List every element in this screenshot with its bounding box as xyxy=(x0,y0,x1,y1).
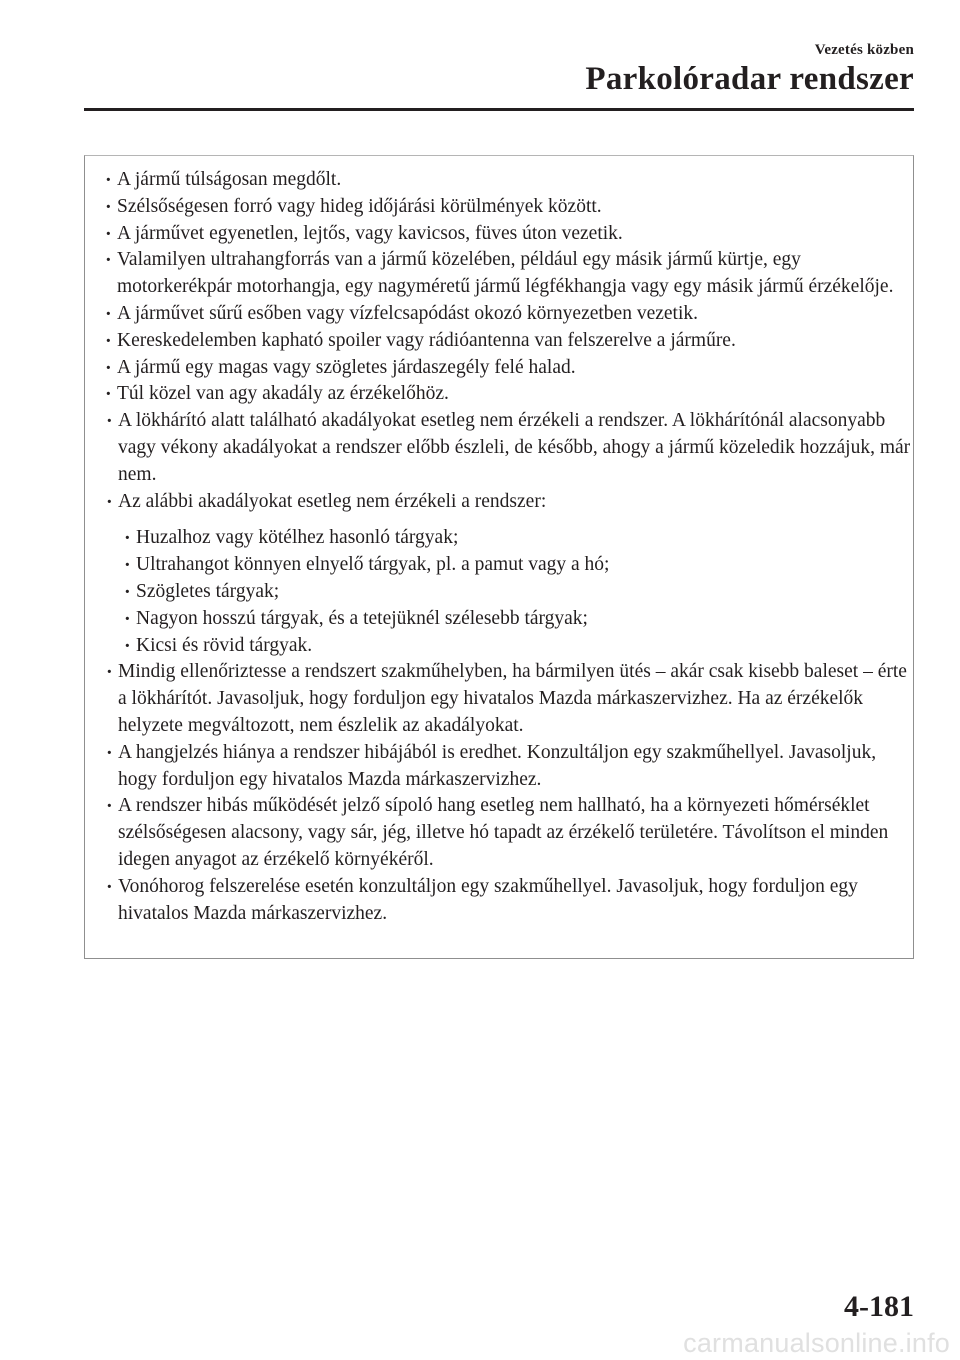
list-item xyxy=(85,874,913,928)
item-text: A lökhárító alatt található akadályokat esetleg nem érzékeli a rendszer. A lökhárítónál alacsonyabb vagy vékony akadályokat a rendszer előbb észleli, de később, ahogy a jármű közeledik hozzájuk, már nem. xyxy=(118,410,911,485)
item-text: A rendszer hibás működését jelző sípoló hang esetleg nem hallható, ha a környezeti hőmérséklet szélsőségesen alacsony, vagy sár, jég, illetve hó tapadt az érzékelő területére. Távolítson el minden idegen anyagot az érzékelő környékéről. xyxy=(118,795,889,870)
list-item: · A járművet sűrű esőben vagy vízfelcsapódást okozó környezetben vezetik. xyxy=(85,301,913,328)
page-title: Parkolóradar rendszer xyxy=(585,61,914,97)
item-text: Az alábbi akadályokat esetleg nem érzékeli a rendszer: xyxy=(118,490,547,512)
lead-list xyxy=(85,167,913,408)
sub-list xyxy=(118,525,913,659)
item-text: A hangjelzés hiánya a rendszer hibájából is eredhet. Konzultáljon egy szakműhellyel. Javasoljuk, hogy forduljon egy hivatalos Mazda márkaszervizhez. xyxy=(118,741,877,790)
sub-list-item: · Szögletes tárgyak; xyxy=(136,579,913,606)
list-item: · A jármű túlságosan megdőlt. xyxy=(85,167,913,194)
list-item xyxy=(85,489,913,660)
sub-list-item: · Ultrahangot könnyen elnyelő tárgyak, pl. a pamut vagy a hó; xyxy=(136,552,913,579)
list-item xyxy=(85,408,913,488)
list-item: · Kereskedelemben kapható spoiler vagy rádióantenna van felszerelve a járműre. xyxy=(85,328,913,355)
main-list xyxy=(85,408,913,927)
page-header xyxy=(585,42,914,98)
section-label: Vezetés közben xyxy=(814,42,914,58)
sub-list-item: · Nagyon hosszú tárgyak, és a tetejüknél szélesebb tárgyak; xyxy=(136,606,913,633)
list-item: · Valamilyen ultrahangforrás van a jármű közelében, például egy másik jármű kürtje, egy motorkerékpár motorhangja, egy nagyméretű jármű légfékhangja vagy egy másik jármű érzékelője. xyxy=(85,247,913,301)
list-item: · A járművet egyenetlen, lejtős, vagy kavicsos, füves úton vezetik. xyxy=(85,221,913,248)
list-item: · A jármű egy magas vagy szögletes járdaszegély felé halad. xyxy=(85,355,913,382)
list-item xyxy=(85,793,913,873)
item-text: Vonóhorog felszerelése esetén konzultáljon egy szakműhellyel. Javasoljuk, hogy forduljon egy hivatalos Mazda márkaszervizhez. xyxy=(118,875,858,924)
sub-list-item: · Kicsi és rövid tárgyak. xyxy=(136,633,913,660)
content-box xyxy=(84,155,914,959)
list-item: · Szélsőségesen forró vagy hideg időjárási körülmények között. xyxy=(85,194,913,221)
header-rule xyxy=(84,108,914,111)
page-number: 4-181 xyxy=(844,1290,914,1323)
list-item: · Túl közel van agy akadály az érzékelőhöz. xyxy=(85,381,913,408)
sub-list-item: · Huzalhoz vagy kötélhez hasonló tárgyak; xyxy=(136,525,913,552)
list-item xyxy=(85,740,913,794)
list-item xyxy=(85,659,913,739)
watermark: carmanualsonline.info xyxy=(683,1328,950,1358)
item-text: Mindig ellenőriztesse a rendszert szakműhelyben, ha bármilyen ütés – akár csak kisebb baleset – érte a lökhárítót. Javasoljuk, hogy forduljon egy hivatalos Mazda márkaszervizhez. Ha az érzékelők helyzete megváltozott, nem észlelik az akadályokat. xyxy=(118,661,907,736)
